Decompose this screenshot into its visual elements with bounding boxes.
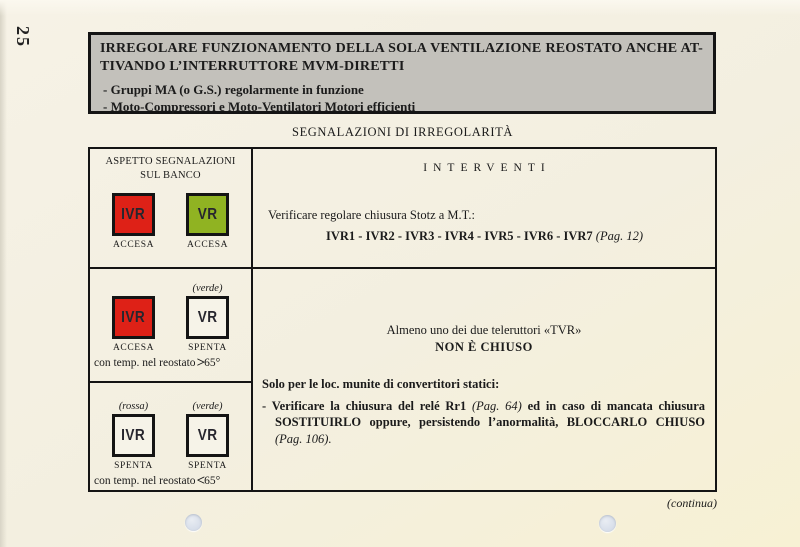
row1-lamp-vr-state: ACCESA: [186, 240, 229, 250]
row1-lamps: [90, 193, 251, 250]
intervention-row2-item: - Verificare la chiusura del relé Rr1 (Pag. 64) ed in caso di mancata chiusura SOSTITUIRLO oppure, persistendo l’anormalità, BLOCCARLO CHIUSO (Pag. 106).: [262, 398, 705, 446]
row2-lamp-vr-state: SPENTA: [188, 343, 227, 353]
column-header-aspetto: [90, 155, 251, 183]
vr-lamp-off-icon: VR: [186, 414, 229, 457]
intervention-row1-line2: IVR1 - IVR2 - IVR3 - IVR4 - IVR5 - IVR6 - IVR7 (Pag. 12): [326, 229, 644, 244]
table-row2-divider-left: [90, 381, 251, 383]
row3-lamps: [90, 400, 251, 471]
page-reference: (Pag. 12): [595, 229, 644, 244]
header-band: [88, 32, 716, 114]
continua-label: (continua): [667, 496, 717, 510]
ivr-lamp-on-icon: IVR: [112, 193, 155, 236]
row3-lamp-ivr-note: (rossa): [118, 401, 149, 412]
punch-hole-left: [185, 514, 202, 531]
intervention-row1-line1: Verificare regolare chiusura Stotz a M.T.:: [268, 208, 475, 222]
row3-lamp-ivr: [110, 400, 158, 471]
intervention-center-line1: Almeno uno dei due teleruttori «TVR»: [386, 323, 582, 337]
paper-top-edge-highlight: [0, 0, 800, 16]
row2-lamp-vr-note: (verde): [192, 283, 223, 294]
column-header-aspetto-line1: ASPETTO SEGNALAZIONI: [105, 156, 236, 167]
table-vertical-divider: [251, 149, 253, 490]
ivr-lamp-on-icon: IVR: [112, 296, 155, 339]
row2-lamp-ivr-state: ACCESA: [112, 343, 155, 353]
vr-lamp-off-icon: VR: [186, 296, 229, 339]
row2-temperature-condition: con temp. nel reostato>65°: [94, 355, 221, 371]
ivr-lamp-off-icon: IVR: [112, 414, 155, 457]
intervention-row2: [262, 376, 705, 448]
signals-table: [88, 147, 717, 492]
header-bullet-2: - Moto-Compressori e Moto-Ventilatori Motori efficienti: [103, 98, 416, 114]
page-number: 25: [13, 26, 33, 48]
less-than-symbol: <: [196, 473, 204, 489]
header-bullets: [100, 82, 703, 116]
punch-hole-right: [599, 515, 616, 532]
row2-lamp-vr: [184, 282, 232, 353]
intervention-row2-intro: Solo per le loc. munite di convertitori statici:: [262, 377, 500, 391]
vr-lamp-on-icon: VR: [186, 193, 229, 236]
intervention-center-note: [253, 322, 715, 356]
row3-lamp-vr-note: (verde): [192, 401, 223, 412]
column-header-interventi: INTERVENTI: [423, 162, 551, 174]
section-title: SEGNALAZIONI DI IRREGOLARITÀ: [292, 125, 513, 139]
header-title-line1: IRREGOLARE FUNZIONAMENTO DELLA SOLA VENTILAZIONE REOSTATO ANCHE AT-: [100, 41, 703, 56]
header-bullet-1: - Gruppi MA (o G.S.) regolarmente in funzione: [103, 81, 364, 97]
page-reference: (Pag. 64): [471, 398, 522, 413]
row3-lamp-vr: [184, 400, 232, 471]
intervention-center-line2: NON È CHIUSO: [435, 339, 533, 354]
greater-than-symbol: >: [196, 355, 204, 371]
table-row1-divider: [90, 267, 715, 269]
page-reference: (Pag. 106).: [275, 431, 332, 446]
row3-lamp-vr-state: SPENTA: [188, 461, 227, 471]
header-title-line2: TIVANDO L’INTERRUTTORE MVM-DIRETTI: [100, 59, 405, 75]
row3-temperature-condition: con temp. nel reostato<65°: [94, 473, 221, 489]
column-header-aspetto-line2: SUL BANCO: [140, 170, 201, 182]
row1-lamp-vr: [184, 193, 232, 250]
row2-lamps: [90, 282, 251, 353]
row1-lamp-ivr: [110, 193, 158, 250]
row1-lamp-ivr-state: ACCESA: [112, 240, 155, 250]
paper-left-edge-shadow: [0, 0, 7, 547]
row3-lamp-ivr-state: SPENTA: [114, 461, 153, 471]
row2-lamp-ivr: [110, 282, 158, 353]
intervention-row1: [268, 207, 703, 245]
